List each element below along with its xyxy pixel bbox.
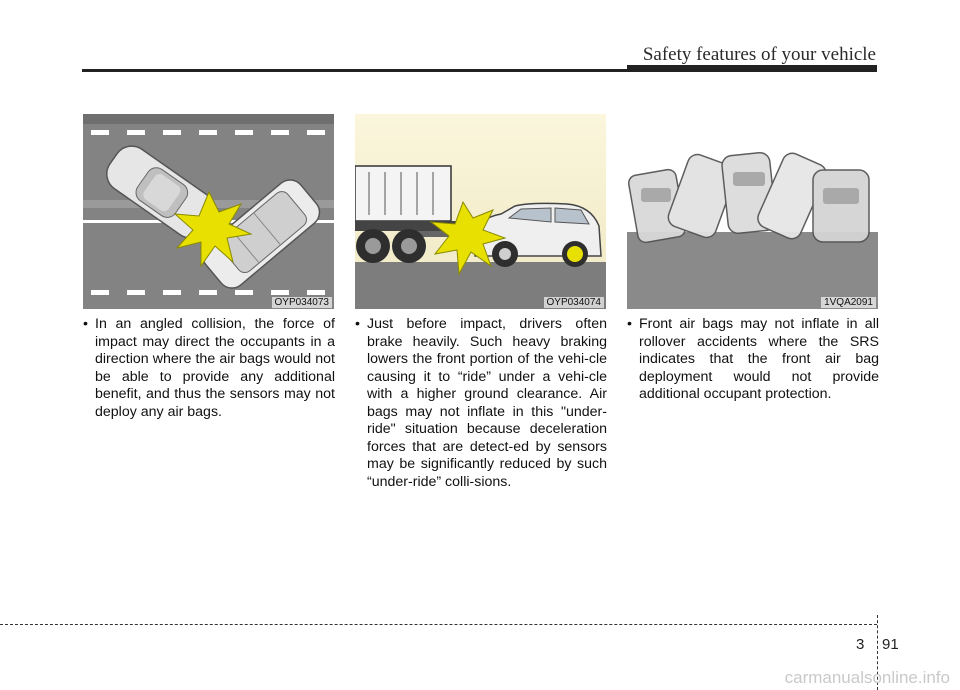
paragraph-under-ride (355, 316, 607, 491)
paragraph-rollover (627, 316, 879, 404)
chapter-number: 3 (856, 636, 865, 653)
figure-code: OYP034074 (544, 297, 605, 308)
header-rule-accent (627, 65, 877, 70)
footer-rule (0, 624, 877, 625)
angled-collision-illustration (83, 114, 334, 309)
figure-under-ride-collision (355, 114, 606, 309)
paragraph-angled-collision (83, 316, 335, 421)
paragraph-text: Front air bags may not inflate in all rollover accidents where the SRS indicates that the front air bag deployment would not provide additional occupant protection. (639, 316, 879, 402)
bullet: • (355, 316, 360, 332)
bullet: • (627, 316, 632, 332)
paragraph-text: In an angled collision, the force of impact may direct the occupants in a direction where the air bags would not be able to provide any additional benefit, and thus the sensors may not deploy any air bags. (95, 316, 335, 420)
page-header-title: Safety features of your vehicle (642, 44, 876, 65)
watermark-link[interactable]: carmanualsonline.info (784, 668, 950, 687)
figure-angled-collision (83, 114, 334, 309)
bullet: • (83, 316, 88, 332)
page-number: 91 (882, 636, 899, 653)
figure-code: 1VQA2091 (821, 297, 876, 308)
figure-code: OYP034073 (272, 297, 333, 308)
rollover-illustration (627, 114, 878, 309)
paragraph-text: Just before impact, drivers often brake heavily. Such heavy braking lowers the front portion of the vehi-cle causing it to “ride” under a vehi-cle with a higher ground clearance. Air bags may not inflate in this "under-ride" situation because deceleration forces that are detect-ed by sensors may be significantly reduced by such “under-ride” colli-sions. (367, 316, 607, 490)
under-ride-collision-illustration (355, 114, 606, 309)
figure-rollover (627, 114, 878, 309)
